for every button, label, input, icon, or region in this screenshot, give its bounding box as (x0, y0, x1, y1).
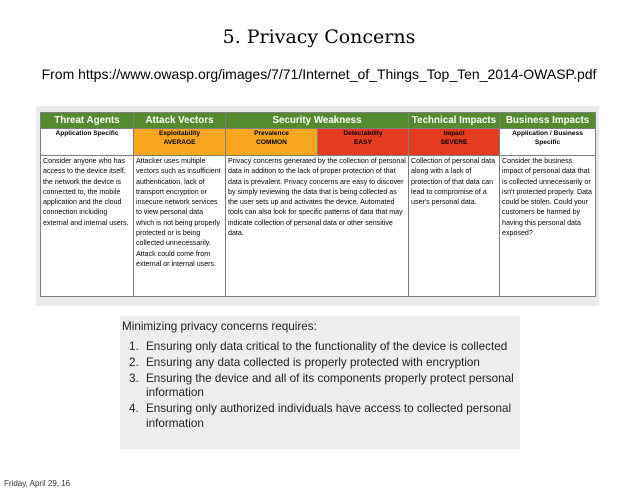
list-item (129, 402, 514, 431)
list-item-number: 4. (129, 402, 139, 416)
header-threat-agents: Threat Agents (41, 113, 134, 129)
business-impacts-description: Consider the business impact of personal data that is collected unnecessarily or isn't protected properly. Data could be stolen. Could your customers be harmed by having this personal data exposed? (500, 156, 596, 297)
list-item-text: Ensuring only authorized individuals have access to collected personal information (146, 402, 512, 430)
prevalence-label: Prevalence (254, 130, 289, 137)
impact-rating (409, 129, 500, 156)
header-security-weakness: Security Weakness (226, 113, 409, 129)
risk-table-header-row (41, 113, 596, 129)
list-item-number: 2. (129, 355, 139, 369)
detectability-label: Detectability (343, 130, 383, 137)
threat-agents-description: Consider anyone who has access to the device itself, the network the device is connected to, the mobile application and the cloud connection including external and internal users. (41, 156, 134, 297)
requirements-title: Minimizing privacy concerns requires: (122, 320, 317, 333)
list-item-text: Ensuring any data collected is properly protected with encryption (146, 355, 480, 369)
risk-table (40, 112, 596, 297)
business-impacts-rating-text: Application / Business Specific (512, 130, 583, 146)
prevalence-value: COMMON (256, 139, 287, 146)
slide-date-footer: Friday, April 29, 16 (4, 479, 71, 488)
header-attack-vectors: Attack Vectors (134, 113, 226, 129)
exploitability-value: AVERAGE (163, 139, 196, 146)
impact-value: SEVERE (440, 139, 468, 146)
risk-table-description-row (41, 156, 596, 297)
slide-title: 5. Privacy Concerns (222, 26, 416, 48)
threat-agents-rating (41, 129, 134, 156)
attack-vectors-description: Attacker uses multiple vectors such as insufficient authentication, lack of transport encryption or insecure network services to view personal data which is not being properly protected or is being collected unnecessarily. Attack could come from external or internal users. (134, 156, 226, 297)
security-weakness-description: Privacy concerns generated by the collection of personal data in addition to the lack of proper protection of that data is prevalent. Privacy concerns are easy to discover by simply reviewing the data that is being collected as the user sets up and activates the device. Automated tools can also look for specific patterns of data that may indicate collection of personal data or other sensitive data. (226, 156, 409, 297)
list-item (129, 356, 514, 370)
exploitability-rating (134, 129, 226, 156)
header-business-impacts: Business Impacts (500, 113, 596, 129)
header-technical-impacts: Technical Impacts (409, 113, 500, 129)
prevalence-rating (226, 129, 318, 156)
business-impacts-rating (500, 129, 596, 156)
threat-agents-rating-text: Application Specific (55, 130, 119, 137)
list-item (129, 340, 514, 354)
impact-label: Impact (443, 130, 465, 137)
technical-impacts-description: Collection of personal data along with a lack of protection of that data can lead to compromise of a user's personal data. (409, 156, 500, 297)
risk-table-rating-row (41, 129, 596, 156)
list-item (129, 372, 514, 401)
owasp-risk-table-image (36, 106, 599, 306)
requirements-list (129, 340, 514, 432)
detectability-value: EASY (354, 139, 372, 146)
requirements-box (120, 316, 520, 449)
list-item-text: Ensuring only data critical to the functionality of the device is collected (146, 340, 508, 353)
list-item-number: 1. (129, 340, 139, 353)
exploitability-label: Exploitability (158, 130, 201, 137)
source-link[interactable]: From https://www.owasp.org/images/7/71/Internet_of_Things_Top_Ten_2014-OWASP.pdf (41, 66, 597, 82)
list-item-number: 3. (129, 371, 139, 385)
detectability-rating (318, 129, 409, 156)
list-item-text: Ensuring the device and all of its components properly protect personal information (146, 371, 514, 400)
